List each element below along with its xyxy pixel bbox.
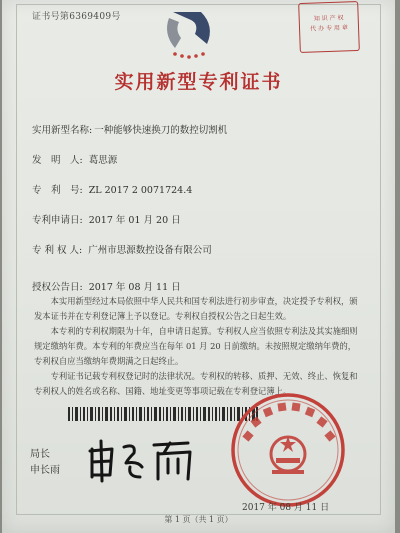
agency-seal-line1: 知 识 产 权 bbox=[313, 14, 344, 23]
field-value: ZL 2017 2 0071724.4 bbox=[88, 185, 193, 196]
field-value: 葛思源 bbox=[88, 155, 118, 166]
field-label: 专利申请日: bbox=[32, 215, 83, 226]
agency-seal-line2: 代 办 专 用 章 bbox=[310, 24, 348, 33]
field-label: 发 明 人: bbox=[32, 155, 83, 166]
body-paragraph: 本专利的专利权期限为十年，自申请日起算。专利权人应当依照专利法及其实施细则规定缴纳年费。本专利的年费应当在每年 01 月 20 日前缴纳。未按照规定缴纳年费的，专利权自应当缴纳年费期满之日起终止。 bbox=[34, 326, 358, 366]
official-seal bbox=[230, 392, 346, 508]
field-value: 一种能够快速换刀的数控切割机 bbox=[94, 125, 228, 136]
field-label: 专 利 权 人: bbox=[32, 245, 83, 256]
field-patentee bbox=[32, 242, 212, 256]
body-paragraph: 本实用新型经过本局依照中华人民共和国专利法进行初步审查，决定授予专利权，颁发本证书并在专利登记簿上予以登记。专利权自授权公告之日起生效。 bbox=[34, 296, 358, 321]
signatory-name: 申长雨 bbox=[30, 465, 60, 476]
certificate-paper bbox=[2, 0, 395, 533]
patent-office-emblem-icon bbox=[155, 8, 219, 64]
field-announcement-date bbox=[32, 279, 181, 293]
field-patent-number bbox=[32, 182, 192, 196]
field-label: 实用新型名称: bbox=[32, 125, 93, 136]
signatory-title: 局长 bbox=[30, 449, 50, 460]
agency-seal bbox=[298, 1, 360, 53]
field-label: 专 利 号: bbox=[32, 185, 83, 196]
field-label: 授权公告日: bbox=[32, 282, 83, 293]
certificate-body bbox=[34, 294, 359, 399]
field-utility-model-name bbox=[32, 122, 227, 136]
body-paragraph: 专利证书记载专利权登记时的法律状况。专利权的转移、质押、无效、终止、恢复和专利权人的姓名或名称、国籍、地址变更等事项记载在专利登记簿上。 bbox=[34, 371, 358, 396]
certificate-title: 实用新型专利证书 bbox=[114, 71, 283, 93]
handwritten-signature bbox=[84, 437, 204, 483]
field-value: 2017 年 01 月 20 日 bbox=[88, 215, 181, 226]
page-number: 第 1 页（共 1 页） bbox=[164, 515, 233, 524]
certificate-number: 证书号第6369409号 bbox=[32, 12, 121, 22]
field-inventor bbox=[32, 152, 117, 166]
field-filing-date bbox=[32, 212, 181, 226]
seal-date: 2017 年 08 月 11 日 bbox=[242, 503, 330, 513]
field-value: 2017 年 08 月 11 日 bbox=[88, 282, 181, 293]
field-value: 广州市思源数控设备有限公司 bbox=[88, 245, 212, 256]
